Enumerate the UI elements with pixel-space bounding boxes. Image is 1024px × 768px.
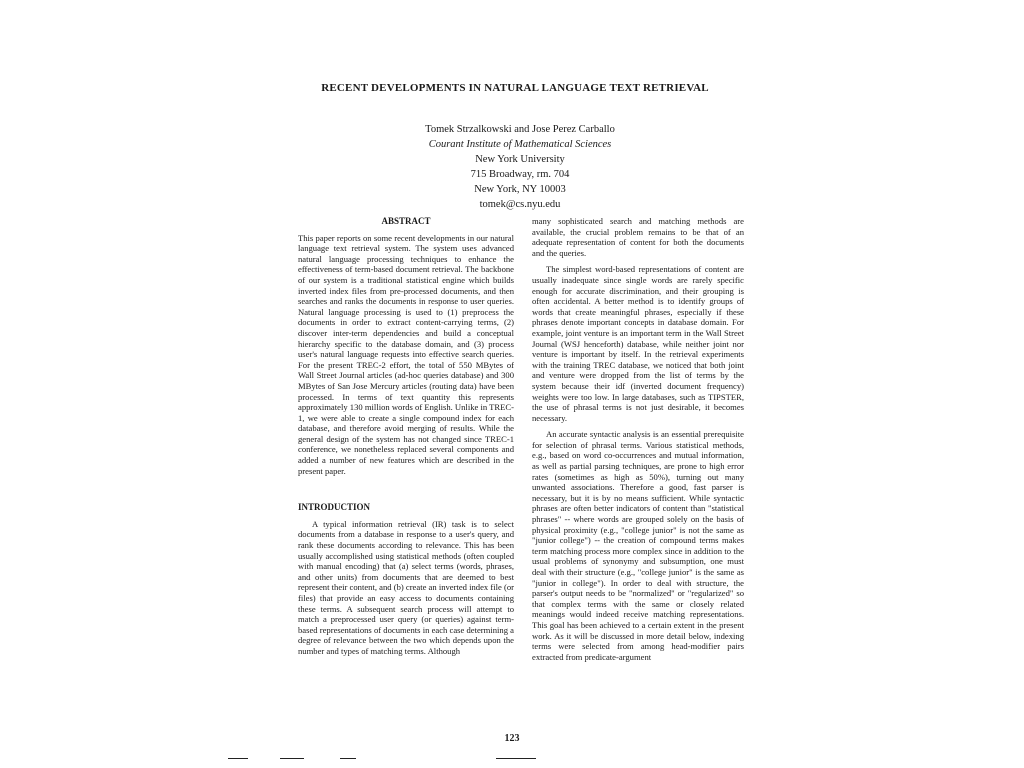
author-email: tomek@cs.nyu.edu xyxy=(479,199,561,210)
scan-mark xyxy=(340,758,356,759)
right-paragraph-1: many sophisticated search and matching methods are available, the crucial problem remains to be that of an adequate representation of content for both the documents and the queries. xyxy=(532,216,744,258)
right-column xyxy=(532,216,744,668)
author-address-line-2: New York, NY 10003 xyxy=(474,184,566,195)
right-paragraph-3: An accurate syntactic analysis is an essential prerequisite for selection of phrasal terms. Various statistical methods, e.g., based on word co-occurrences and mutual information, as well as partial parsing techniques, are prone to high error rates (sometimes as high as 50%), turning out many unwanted associations. Therefore a good, fast parser is necessary, but it is by no means sufficient. While syntactic phrases are often better indicators of content than "statistical phrases" -- where words are grouped solely on the basis of physical proximity (e.g., "college junior" is not the same as "junior college") -- the creation of compound terms makes term matching process more complex since in addition to the usual problems of synonymy and subsumption, one must deal with their structure (e.g., "college junior" is the same as "junior in college"). In order to deal with structure, the parser's output needs to be "normalized" or "regularized" so that complex terms with the same or closely related meanings would indeed receive matching representations. This goal has been achieved to a certain extent in the present work. As it will be discussed in more detail below, indexing terms were selected from among head-modifier pairs extracted from predicate-argument xyxy=(532,429,744,662)
scan-mark xyxy=(496,758,536,759)
author-address-line-1: 715 Broadway, rm. 704 xyxy=(470,169,570,180)
author-institute: Courant Institute of Mathematical Sciences xyxy=(428,139,612,150)
introduction-text: A typical information retrieval (IR) task is to select documents from a database in response to a user's query, and rank these documents according to relevance. This has been usually accomplished using statistical methods (often coupled with manual encoding) that (a) select terms (words, phrases, and other units) from documents that are deemed to best represent their content, and (b) create an inverted index file (or files) that provide an easy access to documents containing these terms. A subsequent search process will attempt to match a preprocessed user query (or queries) against term-based representations of documents in each case determining a degree of relevance between the two which depends upon the number and types of matching terms. Although xyxy=(298,518,514,656)
abstract-text: This paper reports on some recent developments in our natural language text retrieval system. The system uses advanced natural language processing techniques to enhance the effectiveness of term-based document retrieval. The backbone of our system is a traditional statistical engine which builds inverted index files from pre-processed documents, and then searches and ranks the documents in response to user queries. Natural language processing is used to (1) preprocess the documents in order to extract content-carrying terms, (2) discover inter-term dependencies and build a conceptual hierarchy specific to the database domain, and (3) process user's natural language requests into effective search queries. For the present TREC-2 effort, the total of 550 MBytes of Wall Street Journal articles (ad-hoc queries database) and 300 MBytes of San Jose Mercury articles (routing data) have been processed. In terms of text quantity this represents approximately 130 million words of English. Unlike in TREC-1, we were able to create a single compound index for each database, and therefore avoid merging of results. While the general design of the system has not changed since TREC-1 conference, we nonetheless replaced several components and added a number of new features which are described in the present paper. xyxy=(298,232,514,476)
author-names: Tomek Strzalkowski and Jose Perez Carballo xyxy=(425,124,615,135)
scan-mark xyxy=(280,758,304,759)
scan-artifact-marks xyxy=(0,758,1024,762)
scan-mark xyxy=(228,758,248,759)
page-number: 123 xyxy=(504,733,520,744)
author-university: New York University xyxy=(475,154,565,165)
right-paragraph-2: The simplest word-based representations of content are usually inadequate since single words are rarely specific enough for accurate discrimination, and their grouping is often accidental. A better method is to identify groups of words that create meaningful phrases, especially if these phrases denote important concepts in database domain. For example, joint venture is an important term in the Wall Street Journal (WSJ henceforth) database, while neither joint nor venture is important by itself. In the retrieval experiments with the training TREC database, we noticed that both joint and venture were dropped from the list of terms by the system because their idf (inverted document frequency) weights were too low. In large databases, such as TIPSTER, the use of phrasal terms is not just desirable, it becomes necessary. xyxy=(532,264,744,423)
author-block xyxy=(380,122,660,212)
paper-title: RECENT DEVELOPMENTS IN NATURAL LANGUAGE TEXT RETRIEVAL xyxy=(321,82,709,94)
left-column xyxy=(298,216,514,663)
introduction-heading: INTRODUCTION xyxy=(298,502,371,513)
abstract-heading: ABSTRACT xyxy=(381,216,431,226)
